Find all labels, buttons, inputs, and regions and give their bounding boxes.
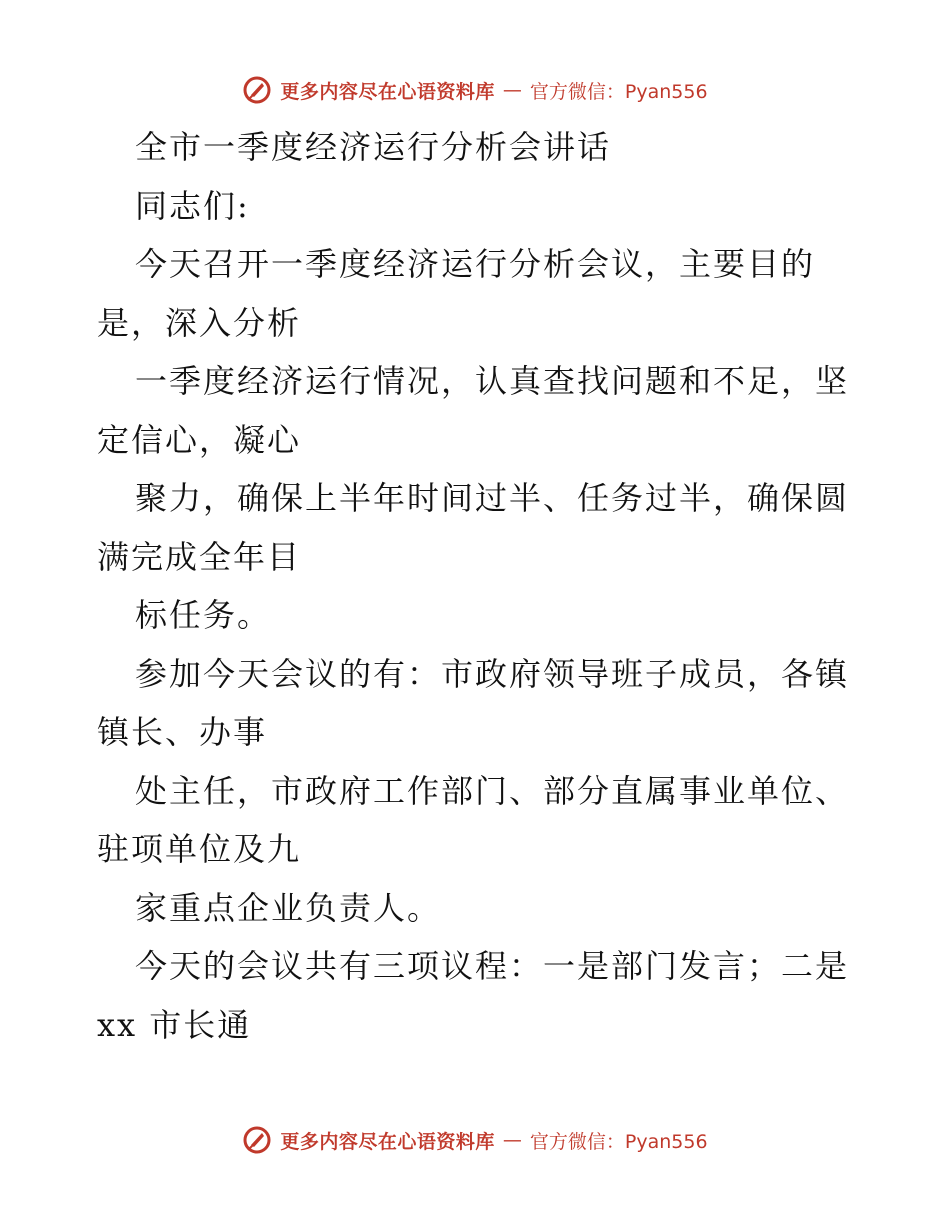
document-line: xx 市长通 xyxy=(97,1005,252,1044)
banner-brand-text: 更多内容尽在心语资料库 xyxy=(280,80,495,103)
document-line: 今天召开一季度经济运行分析会议，主要目的 xyxy=(135,245,816,283)
document-line: 全市一季度经济运行分析会讲话 xyxy=(135,128,612,166)
document-line: 是，深入分析 xyxy=(97,303,302,342)
document-line: 定信心，凝心 xyxy=(97,420,302,459)
feather-pen-logo-icon xyxy=(242,1125,272,1155)
document-body xyxy=(97,118,857,1054)
banner-separator: — xyxy=(502,79,522,101)
document-line: 处主任，市政府工作部门、部分直属事业单位、 xyxy=(135,771,850,810)
footer-wechat-text: 官方微信：Pyan556 xyxy=(529,1130,708,1153)
footer-separator: — xyxy=(502,1129,522,1151)
banner-wechat-text: 官方微信：Pyan556 xyxy=(529,80,708,103)
document-line: 标任务。 xyxy=(135,596,272,634)
footer-brand-text: 更多内容尽在心语资料库 xyxy=(280,1130,495,1153)
document-line: 家重点企业负责人。 xyxy=(135,888,442,927)
document-line: 驻项单位及九 xyxy=(97,830,302,868)
document-line: 满完成全年目 xyxy=(97,537,302,576)
document-line: 同志们: xyxy=(135,186,250,225)
document-line: 参加今天会议的有：市政府领导班子成员，各镇 xyxy=(135,654,850,693)
feather-pen-logo-icon xyxy=(242,75,272,105)
document-line: 聚力，确保上半年时间过半、任务过半，确保圆 xyxy=(135,479,850,517)
document-line: 今天的会议共有三项议程：一是部门发言；二是 xyxy=(135,947,850,985)
document-line: 镇长、办事 xyxy=(97,713,268,751)
document-line: 一季度经济运行情况，认真查找问题和不足，坚 xyxy=(135,362,850,400)
footer-banner xyxy=(0,1120,950,1160)
header-banner xyxy=(0,70,950,110)
